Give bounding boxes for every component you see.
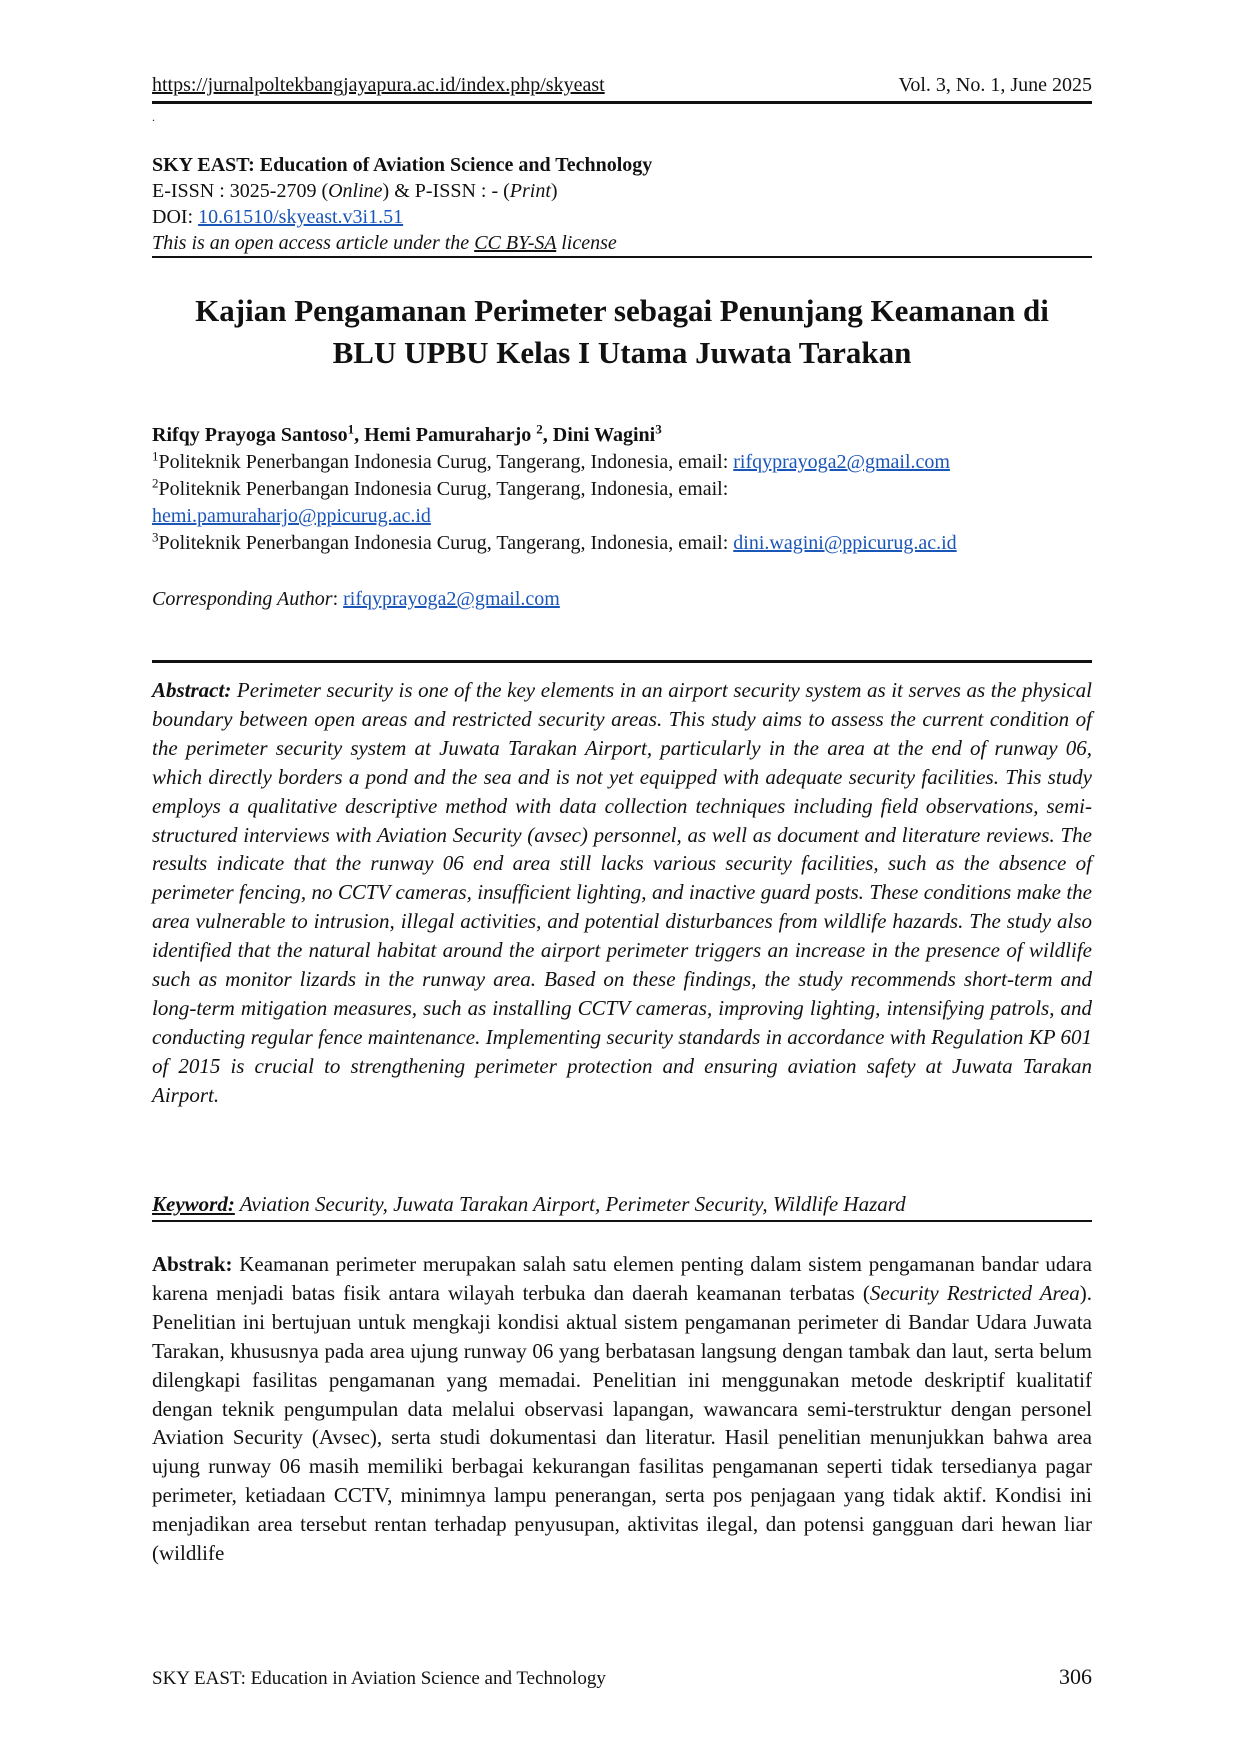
aff-3-sup: 3 (152, 529, 159, 545)
abstrak-label: Abstrak: (152, 1252, 233, 1276)
license-prefix: This is an open access article under the (152, 232, 475, 254)
author-3: , Dini Wagini (542, 424, 656, 446)
aff-1-text: Politeknik Penerbangan Indonesia Curug, Tangerang, Indonesia, email: (158, 451, 734, 473)
abstract-text: Perimeter security is one of the key elements in an airport security system as it serves as the physical boundary between open areas and restricted security areas. This study aims to assess the current condition of the perimeter security system at Juwata Tarakan Airport, particularly in the area at the end of runway 06, which directly borders a pond and the sea and is not yet equipped with adequate security facilities. This study employs a qualitative descriptive method with data collection techniques including field observations, semi-structured interviews with Aviation Security (avsec) personnel, as well as document and literature reviews. The results indicate that the runway 06 end area still lacks various security facilities, such as the absence of perimeter fencing, no CCTV cameras, insufficient lighting, and inactive guard posts. These conditions make the area vulnerable to intrusion, illegal activities, and potential disturbances from wildlife hazards. The study also identified that the natural habitat around the airport perimeter triggers an increase in the presence of wildlife such as monitor lizards in the runway area. Based on these findings, the study recommends short-term and long-term mitigation measures, such as installing CCTV cameras, improving lighting, intensifying patrols, and conducting regular fence maintenance. Implementing security standards in accordance with Regulation KP 601 of 2015 is crucial to strengthening perimeter protection and ensuring aviation safety at Juwata Tarakan Airport. (152, 678, 1092, 1107)
email-link-3[interactable]: dini.wagini@ppicurug.ac.id (733, 532, 957, 554)
author-2: , Hemi Pamuraharjo (354, 424, 537, 446)
journal-title: SKY EAST: Education of Aviation Science and Technology (152, 154, 653, 176)
journal-info (152, 152, 1092, 256)
running-header (152, 74, 1092, 102)
author-3-sup: 3 (655, 421, 662, 437)
paper-page (152, 0, 1092, 1754)
issn-online: Online (328, 180, 383, 202)
volume-info: Vol. 3, No. 1, June 2025 (898, 74, 1092, 96)
abstrak-text-2: ). Penelitian ini bertujuan untuk mengkaji kondisi aktual sistem pengamanan perimeter di Bandar Udara Juwata Tarakan, khususnya pada area ujung runway 06 yang berbatasan langsung dengan tambak dan laut, serta belum dilengkapi fasilitas pengamanan yang memadai. Penelitian ini menggunakan metode deskriptif kualitatif dengan teknik pengumpulan data melalui observasi lapangan, wawancara semi-terstruktur dengan personel Aviation Security (Avsec), serta studi dokumentasi dan literatur. Hasil penelitian menunjukkan bahwa area ujung runway 06 masih memiliki berbagai kekurangan fasilitas pengamanan seperti tidak tersedianya pagar perimeter, ketiadaan CCTV, minimnya lampu penerangan, serta pos penjagaan yang tidak aktif. Kondisi ini menjadikan area tersebut rentan terhadap penyusupan, aktivitas ilegal, dan potensi gangguan dari hewan liar (wildlife (152, 1280, 1092, 1566)
aff-1-sup: 1 (152, 448, 159, 464)
issn-prefix: E-ISSN : 3025-2709 ( (152, 180, 329, 202)
keywords (152, 1192, 906, 1217)
page-number: 306 (1059, 1664, 1092, 1689)
affiliation-2 (152, 476, 1092, 503)
aff-2-sup: 2 (152, 475, 159, 491)
keyword-text: Aviation Security, Juwata Tarakan Airport, Perimeter Security, Wildlife Hazard (234, 1192, 906, 1216)
abstract-id (152, 1250, 1092, 1568)
abstract-label: Abstract: (152, 678, 232, 702)
title-line-1: Kajian Pengamanan Perimeter sebagai Penunjang Keamanan di (195, 293, 1049, 328)
header-mark: . (152, 110, 155, 124)
author-2-sup: 2 (536, 421, 543, 437)
abstrak-text-1: Keamanan perimeter merupakan salah satu elemen penting dalam sistem pengamanan bandar udara karena menjadi batas fisik antara wilayah terbuka dan daerah keamanan terbatas ( (152, 1252, 1092, 1305)
issn-line (152, 178, 1092, 204)
keyword-label: Keyword: (152, 1192, 235, 1216)
corresp-label: Corresponding Author (152, 588, 333, 610)
abstract-rule (152, 660, 1092, 663)
corresp-email-link[interactable]: rifqyprayoga2@gmail.com (343, 588, 560, 610)
header-rule (152, 101, 1092, 104)
doi-link[interactable]: 10.61510/skyeast.v3i1.51 (198, 206, 404, 228)
issn-suffix: ) (550, 180, 558, 202)
corresp-colon: : (332, 588, 344, 610)
license-line (152, 230, 1092, 256)
author-1-sup: 1 (347, 421, 355, 437)
footer-journal: SKY EAST: Education in Aviation Science and Technology (152, 1668, 606, 1689)
title-line-2: BLU UPBU Kelas I Utama Juwata Tarakan (332, 335, 912, 370)
email-link-2[interactable]: hemi.pamuraharjo@ppicurug.ac.id (152, 505, 431, 527)
author-names (152, 422, 1092, 449)
affiliation-1 (152, 449, 1092, 476)
email-link-1[interactable]: rifqyprayoga2@gmail.com (733, 451, 950, 473)
affiliation-2-email (152, 503, 1092, 530)
author-1: Rifqy Prayoga Santoso (152, 424, 348, 446)
author-block (152, 422, 1092, 557)
corresponding-author (152, 588, 560, 611)
doi-line (152, 204, 1092, 230)
aff-3-text: Politeknik Penerbangan Indonesia Curug, Tangerang, Indonesia, email: (158, 532, 734, 554)
aff-2-text: Politeknik Penerbangan Indonesia Curug, Tangerang, Indonesia, email: (158, 478, 729, 500)
affiliation-3 (152, 530, 1092, 557)
journal-rule (152, 256, 1092, 258)
issn-mid: ) & P-ISSN : - ( (382, 180, 510, 202)
license-link[interactable]: CC BY-SA (474, 232, 557, 254)
article-title (152, 290, 1092, 374)
abstrak-italic: Security Restricted Area (869, 1280, 1080, 1305)
doi-label: DOI: (152, 206, 199, 228)
abstract-en (152, 676, 1092, 1110)
journal-url-link[interactable]: https://jurnalpoltekbangjayapura.ac.id/index.php/skyeast (152, 74, 605, 96)
keyword-rule (152, 1220, 1092, 1222)
license-suffix: license (556, 232, 617, 254)
issn-print: Print (509, 180, 551, 202)
